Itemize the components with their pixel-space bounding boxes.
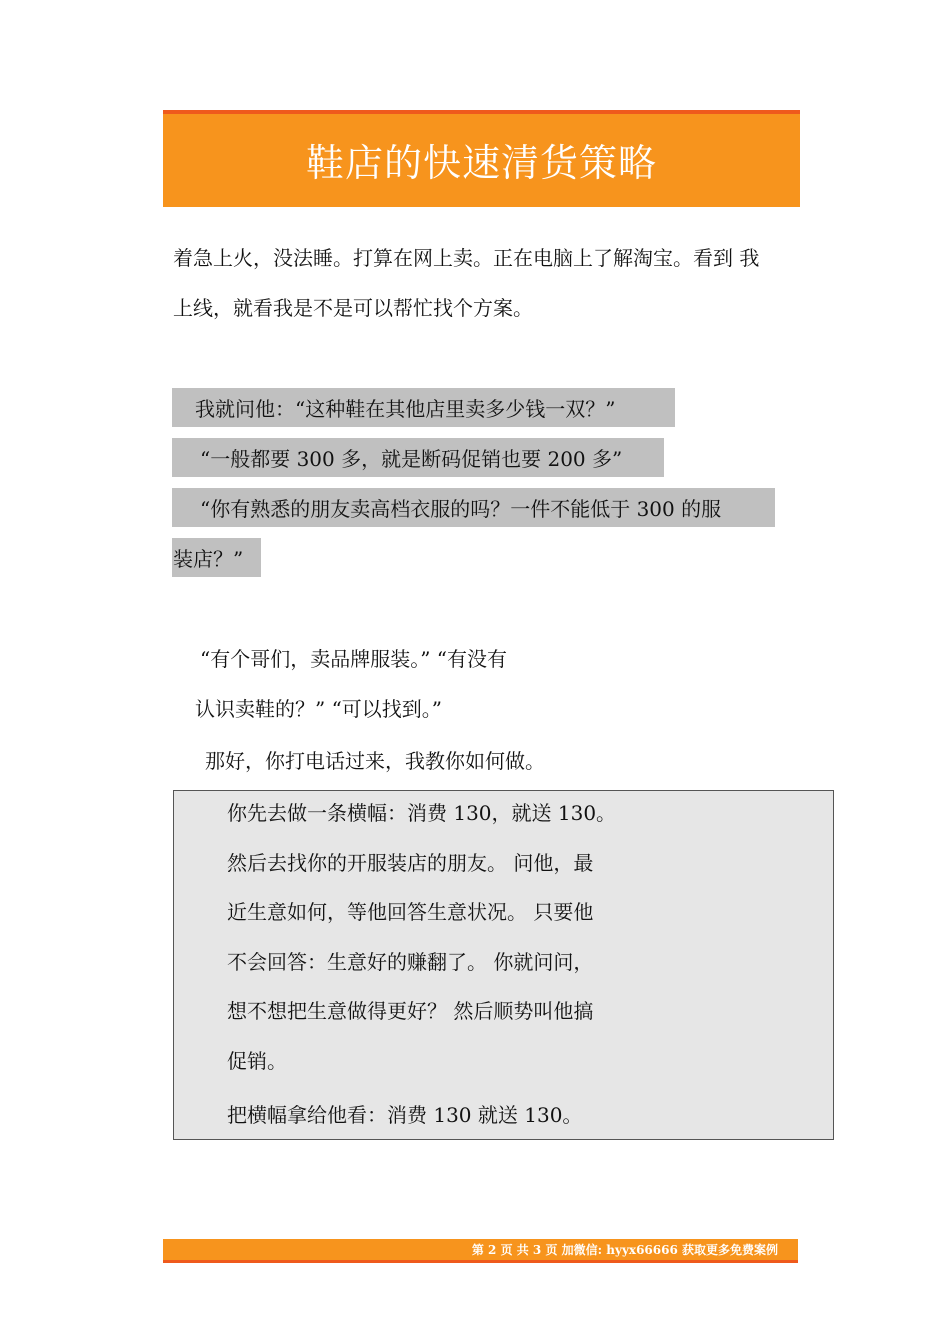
instruction-line-7: 把横幅拿给他看：消费 130 就送 130。 xyxy=(227,1103,583,1127)
footer-text: 第 2 页 共 3 页 加微信: hyyx66666 获取更多免费案例 xyxy=(471,1243,778,1257)
intro-line-1: 着急上火，没法睡。打算在网上卖。正在电脑上了解淘宝。看到 我 xyxy=(173,246,760,270)
intro-line-2: 上线，就看我是不是可以帮忙找个方案。 xyxy=(173,296,533,320)
instruction-line-3: 近生意如何，等他回答生意状况。 只要他 xyxy=(227,900,594,924)
instruction-line-4: 不会回答：生意好的赚翻了。 你就问问， xyxy=(227,950,594,974)
dialogue-highlight-line-1: 我就问他：“这种鞋在其他店里卖多少钱一双？” xyxy=(195,397,616,421)
instruction-line-1: 你先去做一条横幅：消费 130，就送 130。 xyxy=(227,801,617,825)
page-title: 鞋店的快速清货策略 xyxy=(305,141,657,185)
dialogue-line-3: 那好，你打电话过来，我教你如何做。 xyxy=(205,749,545,773)
dialogue-line-2: 认识卖鞋的？” “可以找到。” xyxy=(195,697,443,721)
page-footer xyxy=(163,1239,798,1263)
dialogue-highlight-line-4: 装店？” xyxy=(173,547,244,571)
dialogue-highlight-line-3: “你有熟悉的朋友卖高档衣服的吗？一件不能低于 300 的服 xyxy=(200,497,722,521)
instruction-line-5: 想不想把生意做得更好？ 然后顺势叫他搞 xyxy=(227,999,594,1023)
dialogue-line-1: “有个哥们，卖品牌服装。” “有没有 xyxy=(200,647,508,671)
title-banner xyxy=(163,110,800,207)
dialogue-highlight-line-2: “一般都要 300 多，就是断码促销也要 200 多” xyxy=(200,447,623,471)
instruction-line-2: 然后去找你的开服装店的朋友。 问他，最 xyxy=(227,851,594,875)
instruction-line-6: 促销。 xyxy=(227,1049,287,1073)
